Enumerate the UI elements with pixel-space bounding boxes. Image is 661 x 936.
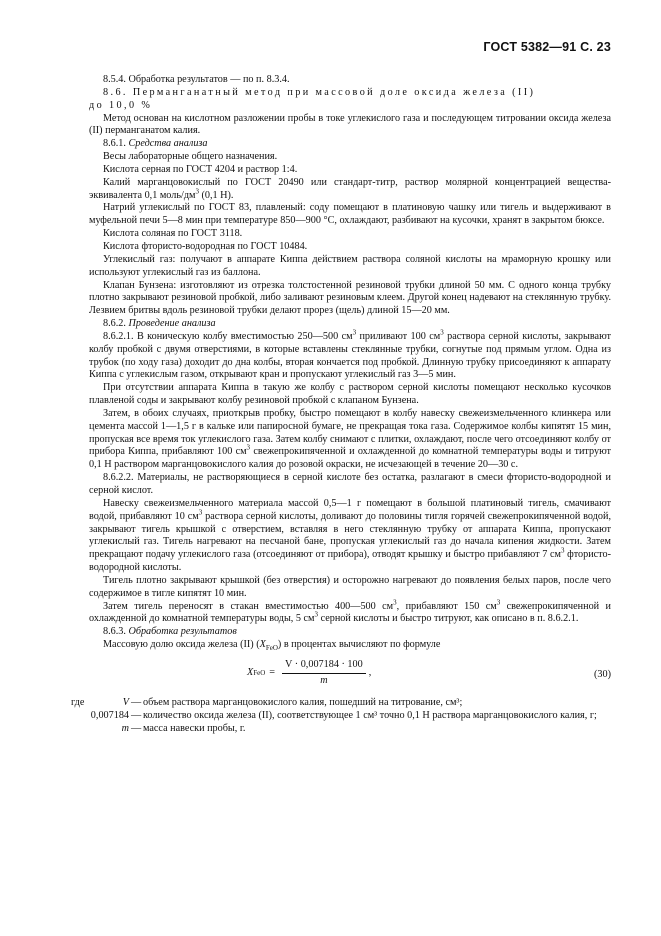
paragraph: Кислота серная по ГОСТ 4204 и раствор 1:4. — [103, 163, 298, 175]
where-dash: — — [131, 696, 142, 708]
subsection-heading: 8.6.3. Обработка результатов — [103, 626, 237, 638]
paragraph: 8.6.2.2. Материалы, не растворяющиеся в серной кислоте без остатка, разлагают в смеси фтористо-водородной и серной кислот. — [89, 472, 611, 496]
subsection-heading: 8.6.1. Средства анализа — [103, 138, 208, 150]
section-heading-cont: до 10,0 % — [89, 99, 153, 111]
paragraph: Натрий углекислый по ГОСТ 83, плавленый: соду помещают в платиновую чашку или тигель и выдерживают в муфельной печи 5—8 мин при температуре 850—900 °С, охлаждают, разбивают на кусочки, хранят в закрытом бюксе. — [89, 202, 611, 227]
where-symbol: где V — [71, 696, 129, 708]
document-body — [71, 74, 612, 736]
paragraph: Затем тигель переносят в стакан вместимостью 400—500 $см^3$, прибавляют 150 $см^3$ свежепрокипяченной и охлажденной до комнатной температуры воды, 5 $см^3$ серной кислоты и быстро титруют, как описано в п. 8.6.2.1. — [89, 598, 611, 625]
where-list — [71, 696, 611, 736]
paragraph: Затем, в обоих случаях, приоткрыв пробку, быстро помещают в колбу навеску свежеизмельченного клинкера или цемента массой 1—1,5 г в кальке или папиросной бумаге, не прекращая тока газа. Содержимое колбы кипятят 15 мин, пропуская все время ток углекислого газа. Затем колбу снимают с плитки, охлаждают, после чего отсоединяют колбу от прибора Киппа, прибавляют 100 $см^3$ свежепрокипяченной и охлажденной до комнатной температуры воды и титруют 0,1 Н раствором марганцовокислого калия до розовой окраски, не исчезающей в течение 20—30 с. — [89, 407, 611, 471]
formula: X FeO = $\frac{V \cdot 0,007184 \cdot 100}{m}$ , — [247, 658, 372, 686]
where-symbol: m — [121, 722, 129, 734]
equation-number: (30) — [594, 668, 611, 680]
where-description: количество оксида железа (II), соответствующее 1 см³ точно 0,1 Н раствора марганцовокислого калия, г; — [143, 709, 597, 721]
paragraph: 8.5.4. Обработка результатов — по п. 8.3.4. — [103, 74, 290, 85]
subsection-heading: 8.6.2. Проведение анализа — [103, 318, 216, 330]
formula-block — [89, 655, 611, 695]
page-header: ГОСТ 5382—91 С. 23 — [483, 40, 611, 54]
paragraph: Тигель плотно закрывают крышкой (без отверстия) и осторожно нагревают до появления белых паров, после чего содержимое в тигле кипятят 10 мин. — [89, 574, 611, 599]
paragraph: Весы лабораторные общего назначения. — [103, 151, 278, 163]
where-symbol: 0,007184 — [90, 709, 129, 721]
where-dash: — — [131, 722, 142, 734]
paragraph: Кислота фтористо-водородная по ГОСТ 10484. — [103, 240, 308, 252]
formula-fraction: $\frac{V \cdot 0,007184 \cdot 100}{m}$ — [282, 659, 366, 688]
section-heading: 8.6. Перманганатный метод при массовой доле оксида железа (II) — [103, 86, 536, 98]
where-label: где — [71, 696, 85, 708]
paragraph: При отсутствии аппарата Киппа в такую же колбу с раствором серной кислоты помещают несколько кусочков плавленой соды и закрывают колбу резиновой пробкой с клапаном Бунзена. — [89, 382, 611, 407]
paragraph: Массовую долю оксида железа (II) $(X_{FeO})$ в процентах вычисляют по формуле — [103, 639, 441, 653]
paragraph: Метод основан на кислотном разложении пробы в токе углекислого газа и последующем титровании оксида железа (II) перманганатом калия. — [89, 112, 611, 137]
paragraph: Клапан Бунзена: изготовляют из отрезка толстостенной резиновой трубки длиной 50 мм. С одного конца трубку плотно закрывают резиновой пробкой, либо заливают резиновым клеем. Другой конец надевают на стеклянную трубку. Лезвием бритвы вдоль резиновой трубки делают прорез (щель) длиной 15—20 мм. — [89, 279, 611, 317]
where-dash: — — [131, 709, 142, 721]
where-description: масса навески пробы, г. — [143, 722, 246, 734]
paragraph: Кислота соляная по ГОСТ 3118. — [103, 228, 243, 240]
paragraph: 8.6.2.1. В коническую колбу вместимостью 250—500 $см^3$ приливают 100 $см^3$ раствора серной кислоты, закрывают колбу пробкой с двумя отверстиями, в которые вставлены стеклянные трубки, согнутые под прямым углом. Одна из трубок (по ходу газа) доходит до дна колбы, вторая кончается под пробкой. Длинную трубку присоединяют к аппарату Киппа с углекислым газом, открывают кран и пропускают углекислый газ 3—5 мин. — [89, 328, 612, 381]
paragraph: Углекислый газ: получают в аппарате Киппа действием раствора соляной кислоты на мраморную крошку или используют углекислый газ из баллона. — [89, 253, 611, 278]
paragraph: Калий марганцовокислый по ГОСТ 20490 или стандарт-титр, раствор молярной концентрацией вещества-эквивалента 0,1 моль/$дм^3$ (0,1 Н). — [89, 176, 611, 201]
where-description: объем раствора марганцовокислого калия, пошедший на титрование, см³; — [143, 696, 463, 708]
paragraph: Навеску свежеизмельченного материала массой 0,5—1 г помещают в большой платиновый тигель, смачивают водой, прибавляют 10 $см^3$ раствора серной кислоты, доливают до половины тигля горячей свежепрокипяченной водой, закрывают тигель крышкой с отверстием, вставляя в него стеклянную трубку от аппарата Киппа, пропускают углекислый газ. Тигель нагревают на песчаной бане, пропуская углекислый газ до начала кипения жидкости. Затем прекращают подачу углекислого газа (отсоединяют от прибора), отводят крышку и быстро прибавляют 7 $см^3$ фтористо-водородной кислоты. — [89, 497, 611, 574]
